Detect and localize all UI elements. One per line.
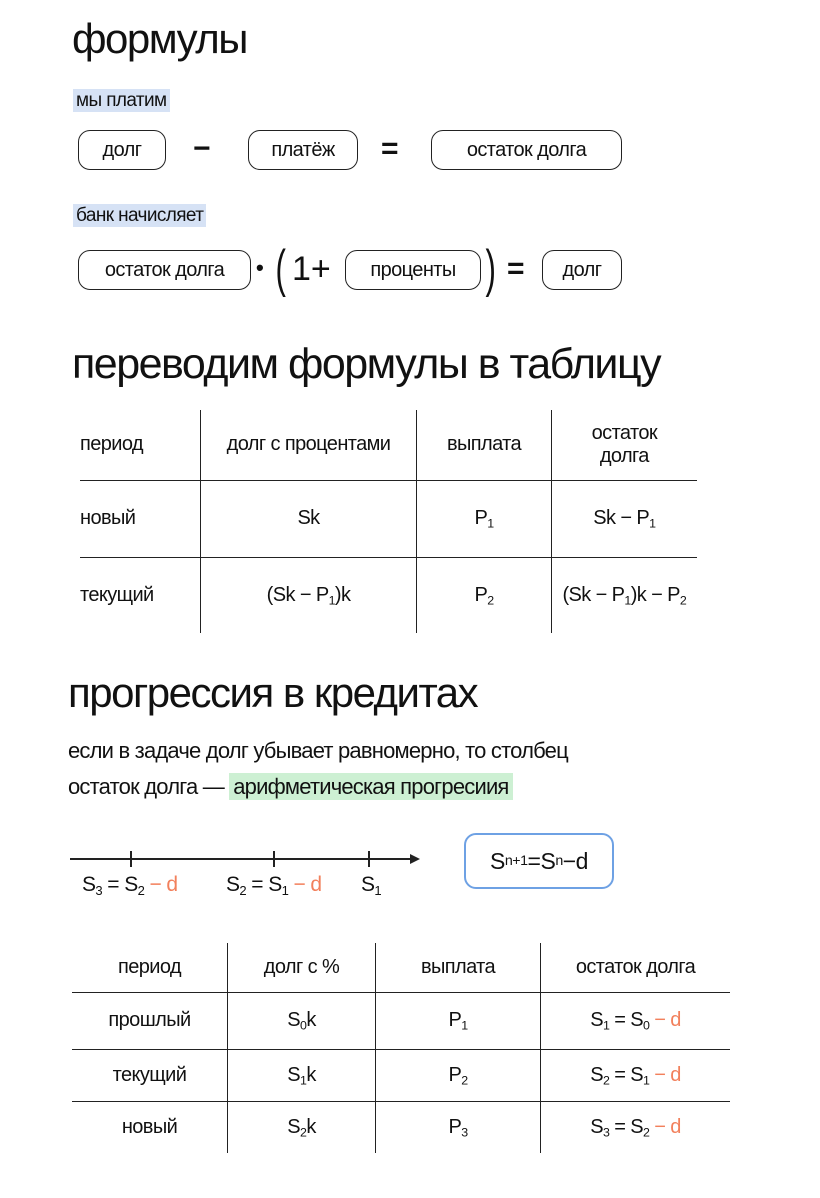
cell-period: текущий: [72, 1049, 228, 1101]
header-debt-with-interest: долг с процентами: [200, 410, 417, 480]
number-line-axis: [70, 858, 412, 860]
section-title-progression: прогрессия в кредитах: [68, 669, 478, 716]
cell-payment: $P_1$: [417, 480, 551, 557]
term-payment: платёж: [248, 130, 358, 170]
equals-operator: =: [381, 132, 399, 165]
header-remaining: остаток долга: [541, 943, 731, 992]
we-pay-label: [73, 90, 170, 112]
tick-label-s1: $S_1$: [361, 873, 382, 898]
section-title-table: переводим формулы в таблицу: [72, 340, 661, 388]
one-plus: 1+: [292, 250, 331, 288]
cell-period: новый: [80, 480, 200, 557]
formulas-table: [80, 410, 697, 633]
description-line-2: [68, 774, 513, 800]
cell-debt: $S_1k$: [228, 1049, 376, 1101]
tick-label-s3: $S_3 = S_2 - d$: [82, 873, 178, 898]
tick-mark: [368, 851, 370, 867]
minus-operator: −: [193, 132, 211, 165]
term-debt-2: долг: [542, 250, 622, 290]
cell-period: текущий: [80, 557, 200, 633]
cell-remaining: $Sk - P_1$: [551, 480, 697, 557]
section-title-formulas: формулы: [72, 15, 247, 62]
multiply-dot: •: [256, 255, 264, 280]
table-row: [80, 480, 697, 557]
table-row: [72, 1049, 730, 1101]
cell-debt: $S_0k$: [228, 992, 376, 1049]
cell-period: прошлый: [72, 992, 228, 1049]
table-row: [80, 557, 697, 633]
cell-payment: $P_1$: [376, 992, 541, 1049]
table-row: [72, 992, 730, 1049]
term-remaining-debt-2: остаток долга: [78, 250, 251, 290]
equals-operator-2: =: [507, 252, 525, 285]
arithmetic-progression-highlight: арифметическая прогресиия: [229, 773, 512, 800]
cell-payment: $P_2$: [417, 557, 551, 633]
cell-debt: $S_2k$: [228, 1101, 376, 1153]
header-period: период: [117, 955, 181, 978]
cell-remaining: $S_2 = S_1 - d$: [541, 1049, 731, 1101]
open-paren: (: [275, 240, 286, 298]
description-prefix: остаток долга —: [68, 774, 224, 799]
tick-label-s2: $S_2 = S_1 - d$: [226, 873, 322, 898]
recurrence-formula-box: S n+1 = S n −d: [464, 833, 614, 889]
header-remaining: остаток долга: [551, 410, 697, 480]
cell-period: новый: [72, 1101, 228, 1153]
cell-debt-with-interest: $(Sk - P_1)k$: [200, 557, 417, 633]
cell-payment: $P_2$: [376, 1049, 541, 1101]
header-period: период: [80, 433, 144, 456]
header-payment: выплата: [417, 410, 551, 480]
bank-accrues-label: [73, 205, 206, 227]
term-interest: проценты: [345, 250, 481, 290]
tick-mark: [273, 851, 275, 867]
close-paren: ): [485, 240, 496, 298]
tick-mark: [130, 851, 132, 867]
header-payment: выплата: [376, 943, 541, 992]
cell-payment: $P_3$: [376, 1101, 541, 1153]
progression-table: [72, 943, 730, 1153]
table-row: [72, 1101, 730, 1153]
cell-remaining: $S_3 = S_2 - d$: [541, 1101, 731, 1153]
description-line-1: если в задаче долг убывает равномерно, то столбец: [68, 738, 568, 763]
term-remaining-debt: остаток долга: [431, 130, 622, 170]
header-debt-percent: долг с %: [228, 943, 376, 992]
cell-debt-with-interest: Sk: [200, 480, 417, 557]
cell-remaining: $(Sk - P_1)k - P_2$: [551, 557, 697, 633]
cell-remaining: $S_1 = S_0 - d$: [541, 992, 731, 1049]
bank-accrues-highlight: банк начисляет: [73, 204, 206, 227]
arrow-right-icon: [410, 854, 420, 864]
we-pay-highlight: мы платим: [73, 89, 170, 112]
term-debt: долг: [78, 130, 166, 170]
